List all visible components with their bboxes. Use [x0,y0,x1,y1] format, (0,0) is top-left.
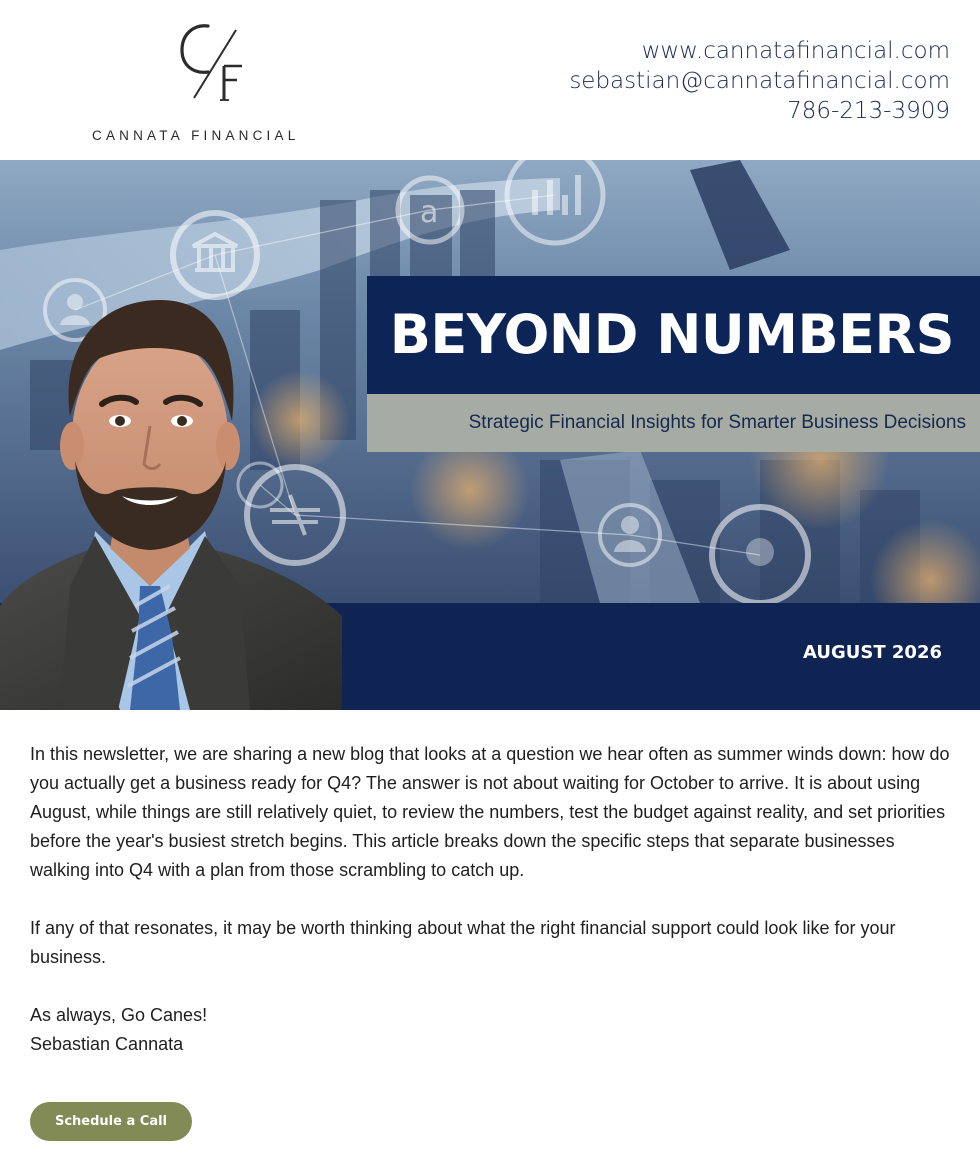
subtitle-banner [367,394,980,452]
schedule-call-button[interactable]: Schedule a Call [30,1102,192,1141]
newsletter-header [0,0,980,160]
hero-banner [0,160,980,710]
email-link[interactable]: sebastian@cannatafinancial.com [569,68,950,94]
brand-logo[interactable] [92,18,342,148]
svg-text:a: a [420,195,439,230]
newsletter-title: BEYOND NUMBERS [389,303,954,366]
title-banner [367,276,980,394]
phone-link[interactable]: 786-213-3909 [787,98,950,124]
newsletter-subtitle: Strategic Financial Insights for Smarter Business Decisions [468,412,966,433]
brand-name: CANNATA FINANCIAL [92,128,300,143]
issue-date: AUGUST 2026 [803,642,942,663]
signoff-line: As always, Go Canes! [30,1005,208,1025]
followup-paragraph: If any of that resonates, it may be worth thinking about what the right financial support could look like for your business. [30,918,896,967]
contact-block [569,36,950,126]
intro-paragraph: In this newsletter, we are sharing a new blog that looks at a question we hear often as summer winds down: how do you actually get a business ready for Q4? The answer is not about waiting for October to arrive. It is about using August, while things are still relatively quiet, to review the numbers, test the budget against reality, and set priorities before the year's busiest stretch begins. This article breaks down the specific steps that separate businesses walking into Q4 with a plan from those scrambling to catch up. [30,744,950,880]
website-link[interactable]: www.cannatafinancial.com [641,38,950,64]
newsletter-body [30,740,950,1059]
signature: Sebastian Cannata [30,1034,184,1054]
author-portrait-image [0,286,342,710]
monogram-logo-icon [174,20,254,102]
